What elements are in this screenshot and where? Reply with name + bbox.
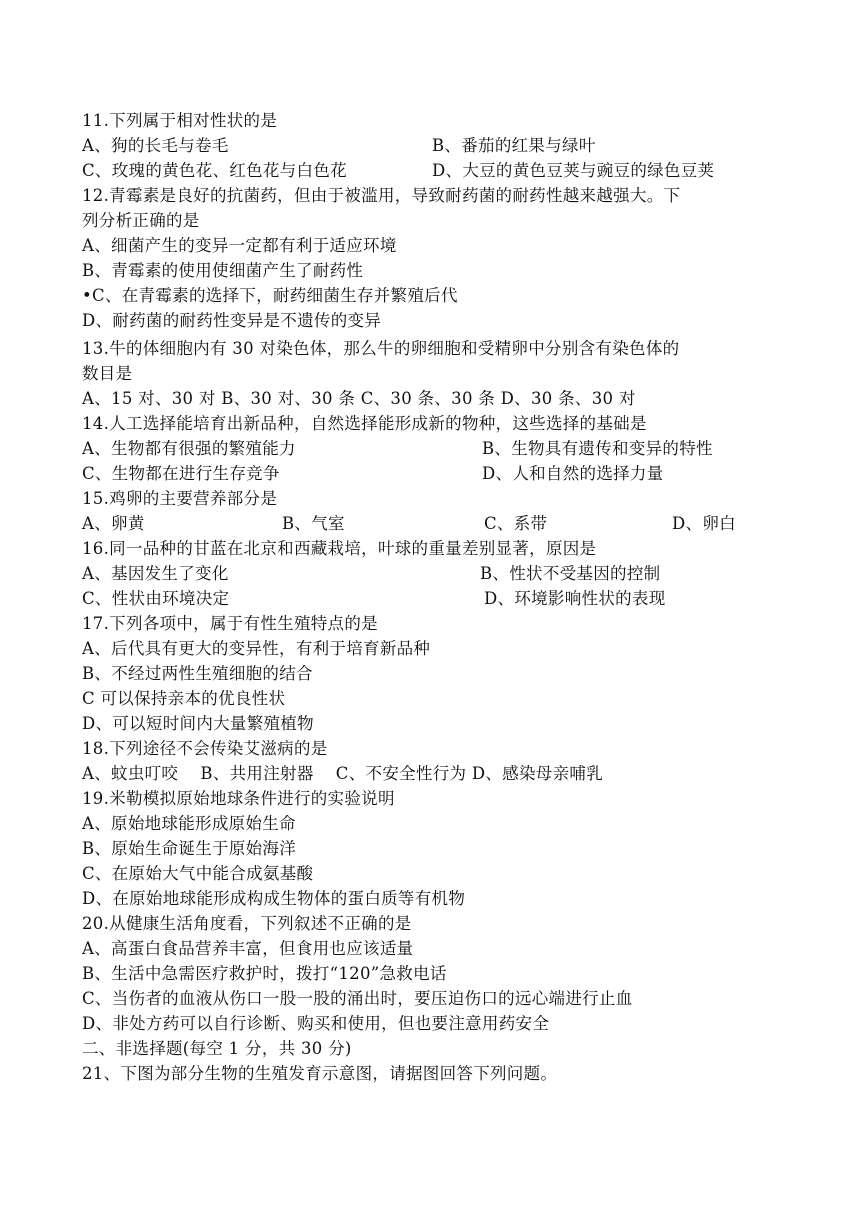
q11-options-row1 — [82, 133, 782, 158]
q15-options — [82, 511, 782, 536]
q16-option-d: D、环境影响性状的表现 — [484, 589, 666, 608]
q19-option-a: A、原始地球能形成原始生命 — [82, 814, 296, 833]
q14-option-d: D、人和自然的选择力量 — [482, 464, 664, 483]
q15-option-c: C、系带 — [484, 514, 548, 533]
q11-option-d: D、大豆的黄色豆荚与豌豆的绿色豆荚 — [432, 161, 715, 180]
q12-stem-line1: 12.青霉素是良好的抗菌药，但由于被滥用，导致耐药菌的耐药性越来越强大。下 — [82, 186, 681, 205]
q14-option-b: B、生物具有遗传和变异的特性 — [482, 439, 713, 458]
q12-option-c: •C、在青霉素的选择下，耐药细菌生存并繁殖后代 — [82, 286, 458, 305]
q20-option-b: B、生活中急需医疗救护时，拨打“120”急救电话 — [82, 964, 447, 983]
q15-option-a: A、卵黄 — [82, 514, 145, 533]
q20-stem: 20.从健康生活角度看，下列叙述不正确的是 — [82, 914, 412, 933]
q20-option-a: A、高蛋白食品营养丰富，但食用也应该适量 — [82, 939, 414, 958]
q12-option-d: D、耐药菌的耐药性变异是不遗传的变异 — [82, 311, 382, 330]
q14-options-row1 — [82, 436, 782, 461]
q20-option-d: D、非处方药可以自行诊断、购买和使用，但也要注意用药安全 — [82, 1014, 550, 1033]
q16-option-c: C、性状由环境决定 — [82, 589, 230, 608]
q15-option-b: B、气室 — [282, 514, 345, 533]
q13-stem-line1: 13.牛的体细胞内有 30 对染色体，那么牛的卵细胞和受精卵中分别含有染色体的 — [82, 339, 680, 358]
q11-options-row2 — [82, 158, 782, 183]
q18-stem: 18.下列途径不会传染艾滋病的是 — [82, 739, 328, 758]
section2-heading: 二、非选择题(每空 1 分，共 30 分) — [82, 1039, 352, 1058]
q11-option-c: C、玫瑰的黄色花、红色花与白色花 — [82, 161, 347, 180]
q21-stem: 21、下图为部分生物的生殖发育示意图，请据图回答下列问题。 — [82, 1064, 558, 1083]
q19-option-b: B、原始生命诞生于原始海洋 — [82, 839, 297, 858]
q12-option-a: A、细菌产生的变异一定都有利于适应环境 — [82, 236, 397, 255]
q16-options-row1 — [82, 561, 782, 586]
q11-option-a: A、狗的长毛与卷毛 — [82, 136, 229, 155]
q17-option-b: B、不经过两性生殖细胞的结合 — [82, 664, 313, 683]
q17-option-a: A、后代具有更大的变异性，有利于培育新品种 — [82, 639, 431, 658]
q16-stem: 16.同一品种的甘蓝在北京和西藏栽培，叶球的重量差别显著，原因是 — [82, 539, 597, 558]
q19-option-c: C、在原始大气中能合成氨基酸 — [82, 864, 314, 883]
q17-option-c: C 可以保持亲本的优良性状 — [82, 689, 286, 708]
q16-option-a: A、基因发生了变化 — [82, 564, 229, 583]
q12-stem-line2: 列分析正确的是 — [82, 211, 200, 230]
q15-option-d: D、卵白 — [672, 514, 736, 533]
q11-stem: 11.下列属于相对性状的是 — [82, 111, 278, 130]
q19-option-d: D、在原始地球能形成构成生物体的蛋白质等有机物 — [82, 889, 466, 908]
q16-option-b: B、性状不受基因的控制 — [480, 564, 661, 583]
q13-options: A、15 对、30 对 B、30 对、30 条 C、30 条、30 条 D、30 条、30 对 — [82, 389, 636, 408]
q16-options-row2 — [82, 586, 782, 611]
q19-stem: 19.米勒模拟原始地球条件进行的实验说明 — [82, 789, 395, 808]
q15-stem: 15.鸡卵的主要营养部分是 — [82, 489, 278, 508]
q14-option-a: A、生物都有很强的繁殖能力 — [82, 439, 296, 458]
q14-options-row2 — [82, 461, 782, 486]
q14-option-c: C、生物都在进行生存竞争 — [82, 464, 280, 483]
q13-stem-line2: 数目是 — [82, 364, 133, 383]
q17-option-d: D、可以短时间内大量繁殖植物 — [82, 714, 314, 733]
q17-stem: 17.下列各项中，属于有性生殖特点的是 — [82, 614, 378, 633]
q18-options: A、蚊虫叮咬 B、共用注射器 C、不安全性行为 D、感染母亲哺乳 — [82, 764, 603, 783]
q20-option-c: C、当伤者的血液从伤口一股一股的涌出时，要压迫伤口的远心端进行止血 — [82, 989, 633, 1008]
q14-stem: 14.人工选择能培育出新品种，自然选择能形成新的物种，这些选择的基础是 — [82, 414, 647, 433]
q12-option-b: B、青霉素的使用使细菌产生了耐药性 — [82, 261, 364, 280]
q11-option-b: B、番茄的红果与绿叶 — [432, 136, 596, 155]
